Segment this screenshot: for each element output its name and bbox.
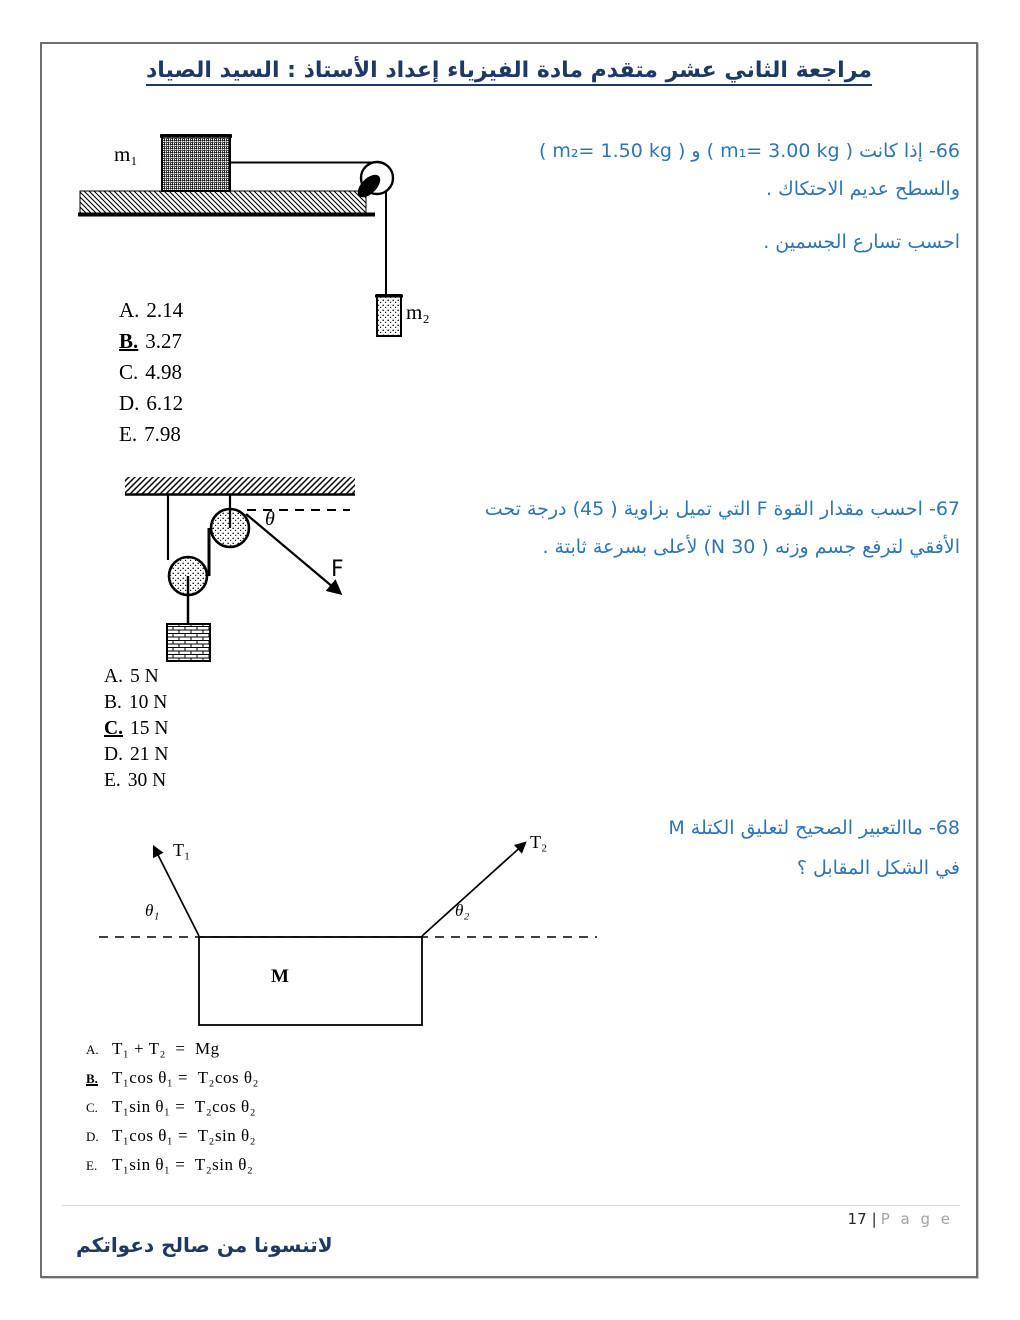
choice-letter: E. [86, 1158, 98, 1173]
choice-row [104, 666, 168, 692]
choice-row [86, 1126, 259, 1155]
choice-row [86, 1155, 259, 1184]
m1-label: m₁ [114, 142, 138, 166]
mass-M-label: M [271, 966, 289, 987]
mass-M-box [199, 937, 422, 1025]
page-header [42, 58, 976, 83]
q68-line1: 68- ماالتعبير الصحيح لتعليق الكتلة M [668, 817, 960, 839]
page-title: مراجعة الثاني عشر متقدم مادة الفيزياء إعداد الأستاذ : السيد الصياد [145, 58, 873, 83]
choice-letter: D. [86, 1129, 99, 1144]
block-m1 [162, 135, 230, 191]
choice-letter: A. [119, 298, 140, 322]
choice-value: 4.98 [145, 360, 183, 384]
choice-value: 30 N [127, 770, 167, 791]
load-block [167, 624, 210, 661]
choice-row [104, 770, 168, 796]
tension-T2-arrow [422, 843, 525, 936]
page-number-separator: | [871, 1210, 877, 1228]
footer-note: لاتنسونا من صالح دعواتكم [76, 1233, 333, 1257]
choice-row [119, 360, 183, 391]
q68-choices [86, 1039, 259, 1184]
choice-letter: D. [119, 391, 140, 415]
q68-mass-tension-diagram [92, 832, 612, 1032]
choice-value: 15 N [129, 718, 169, 739]
choice-value: 5 N [129, 666, 159, 687]
page-word: P a g e [880, 1210, 953, 1228]
choice-letter: D. [104, 744, 123, 765]
document-page [40, 42, 978, 1278]
choice-row [104, 744, 168, 770]
choice-value: 10 N [128, 692, 168, 713]
choice-letter: B. [104, 692, 122, 713]
q67-line1: 67- احسب مقدار القوة F التي تميل بزاوية ( 45) درجة تحت [484, 498, 960, 520]
force-F-arrow [246, 514, 340, 593]
choice-equation: T₁sin θ₁ = T₂cos θ₂ [112, 1097, 257, 1116]
choice-equation: T₁cos θ₁ = T₂sin θ₂ [112, 1126, 257, 1145]
choice-letter: A. [104, 666, 123, 687]
q66-choices [119, 298, 183, 453]
choice-letter: C. [86, 1100, 98, 1115]
choice-letter: E. [104, 770, 121, 791]
choice-row [119, 391, 183, 422]
table-surface [80, 191, 366, 214]
choice-letter: E. [119, 422, 138, 446]
block-m2 [377, 295, 401, 336]
q68-line2: في الشكل المقابل ؟ [796, 857, 960, 879]
choice-value: 21 N [129, 744, 169, 765]
choice-letter: C. [119, 360, 139, 384]
choice-row [86, 1068, 259, 1097]
choice-value: 2.14 [146, 298, 184, 322]
q67-choices [104, 666, 168, 796]
choice-row [119, 422, 183, 453]
m2-label: m₂ [406, 300, 430, 324]
question-66-text [460, 132, 960, 261]
choice-row [86, 1039, 259, 1068]
page-number [848, 1210, 953, 1228]
choice-value: 7.98 [144, 422, 181, 446]
ceiling-hatch [125, 477, 355, 494]
choice-row [119, 298, 183, 329]
choice-row [104, 718, 168, 744]
choice-letter-correct: B. [86, 1071, 98, 1086]
choice-row [104, 692, 168, 718]
fixed-pulley [211, 509, 249, 547]
tension-T1-arrow [154, 847, 199, 936]
choice-value: 3.27 [145, 329, 183, 353]
force-F-label: F [331, 557, 344, 582]
choice-row [86, 1097, 259, 1126]
choice-letter: A. [86, 1042, 99, 1057]
T1-label: T₁ [173, 840, 191, 860]
q67-line2: الأفقي لترفع جسم وزنه ( 30 N) لأعلى بسرعة ثابتة . [542, 536, 960, 558]
question-67-text [400, 490, 960, 566]
footer-divider [62, 1205, 960, 1206]
choice-equation: T₁cos θ₁ = T₂cos θ₂ [112, 1068, 259, 1087]
choice-equation: T₁ + T₂ = Mg [112, 1039, 220, 1058]
q66-line1: 66- إذا كانت ( m₁= 3.00 kg ) و ( m₂= 1.50 kg ) [538, 140, 960, 162]
T2-label: T₂ [530, 832, 548, 852]
choice-value: 6.12 [146, 391, 184, 415]
choice-letter-correct: B. [119, 329, 139, 353]
theta2-label: θ₂ [455, 901, 470, 920]
theta1-label: θ₁ [145, 901, 160, 920]
q66-line2: والسطح عديم الاحتكاك . [766, 178, 960, 200]
choice-equation: T₁sin θ₁ = T₂sin θ₂ [112, 1155, 254, 1174]
choice-row [119, 329, 183, 360]
q66-line3: احسب تسارع الجسمين . [763, 231, 960, 253]
theta-label: θ [265, 508, 275, 530]
choice-letter-correct: C. [104, 718, 123, 739]
page-number-value: 17 [847, 1210, 867, 1228]
